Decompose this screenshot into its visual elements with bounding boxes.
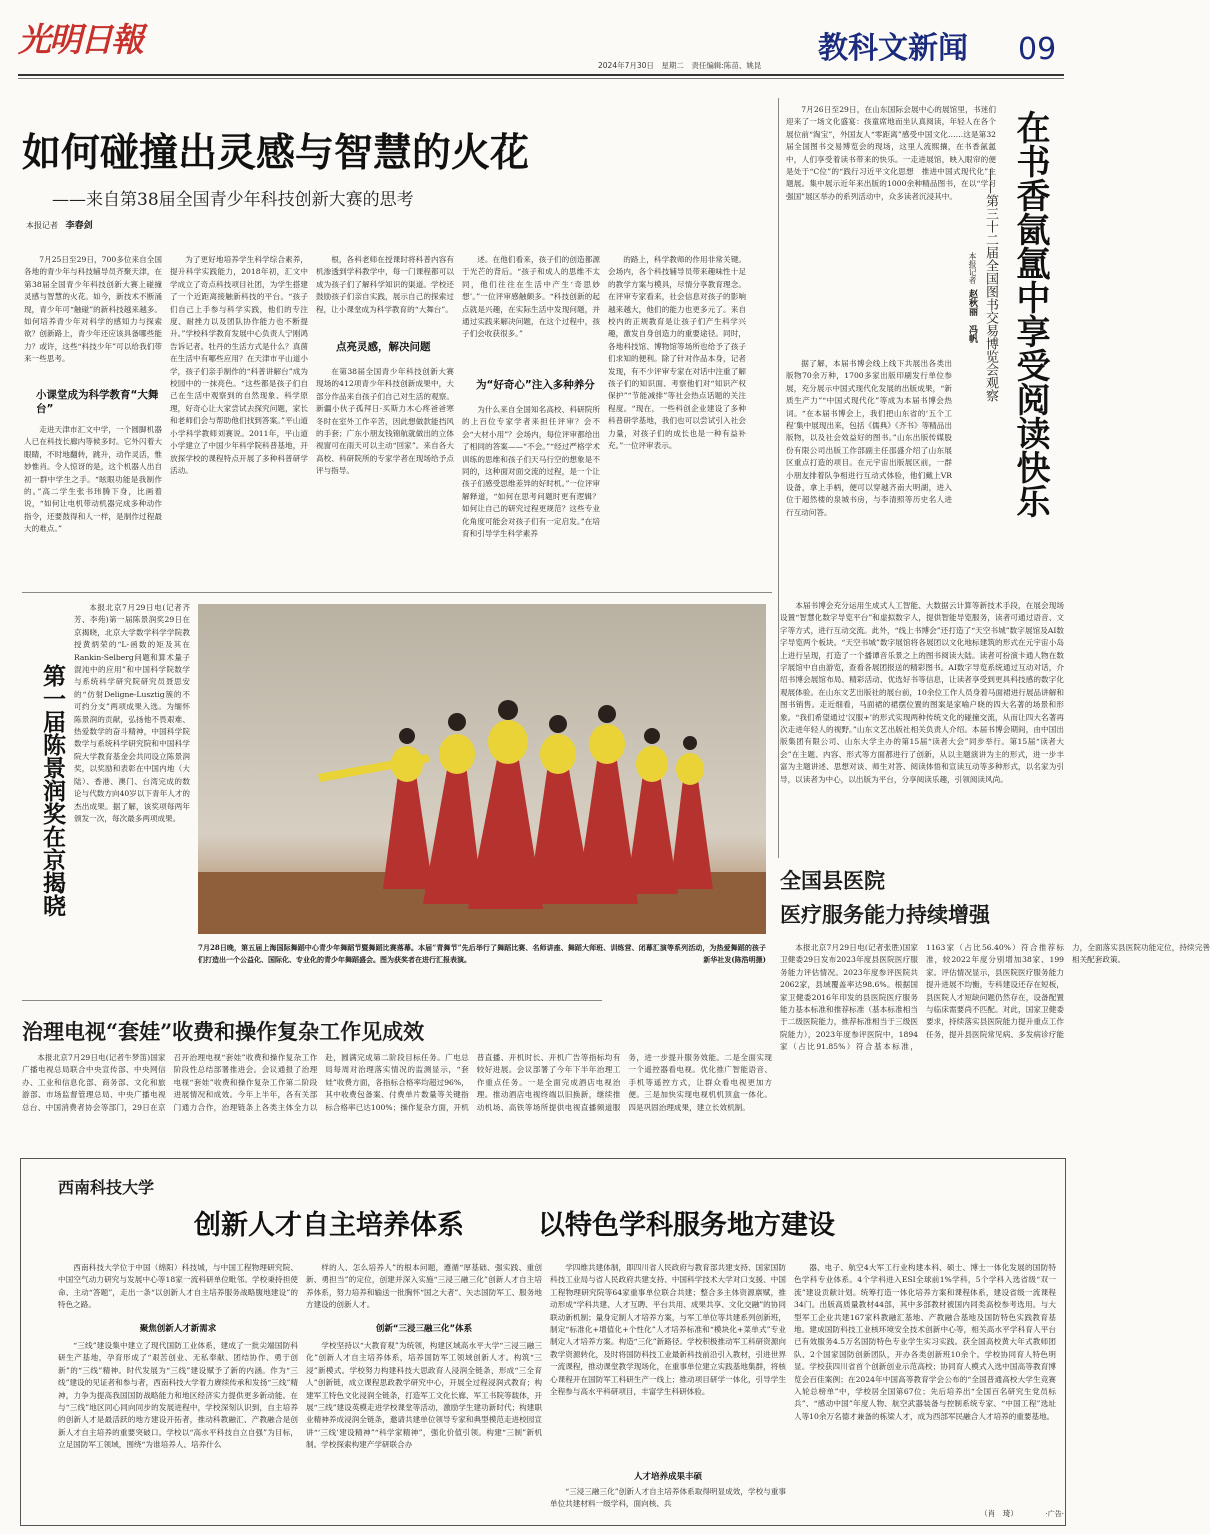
ad-col-2 (306, 1262, 542, 1314)
award-text-p: 本报北京7月29日电(记者齐芳、李苑)第一届陈景润奖29日在京揭晓，北京大学数学科学学院教授黄炳荣的“L-函数的矩及其在Rankin-Selberg问题和算术量子混沌中的应用”和中国科学院数学与系统科学研究院研究员聂思安的“仿射Deligne-Lusztig簇的不可约分支”两项成果入选。为缅怀陈景润的贡献，弘扬他不畏艰难、热爱数学的奋斗精神，中国科学院数学与系统科学研究院和中国科学院大学教育基金会共同设立陈景润奖，以奖励和表彰在中国内地（大陆）、香港、澳门、台湾完成的数论与代数方向40岁以下青年人才的杰出成果。据了解，该奖项每两年颁发一次，每次最多两项成果。 (74, 603, 190, 823)
ad-credit: （肖 琦） (980, 1509, 1018, 1518)
ad-col-2b (306, 1340, 542, 1520)
masthead-logo: 光明日報 (18, 20, 142, 59)
ad-col-3b (550, 1486, 786, 1522)
tv-title: 治理电视“套娃”收费和操作复杂工作见成效 (22, 1019, 425, 1044)
lead-subheading-2: 点亮灵感，解决问题 (336, 341, 431, 353)
ad-col-2b-p: 学校坚持以“大教育观”为统领，构建区域高水平大学“三浸三融三化”创新人才自主培养体系，培养国防军工领域创新人才。构筑“三浸”新模式。学校努力构建科技大思政育人浸润全链条，形成“三全育人”创新链，成立课程思政教学研究中心，开展全过程浸润式教育；构建军工特色文化浸润全链条，打造军工文化长廊、军工书院等载体，开展“三线”建设英模走进学校课堂等活动，激励学生建功新时代；构建职业精神养成浸润全链条，邀请共建单位领导专家和典型模范走进校园宣讲“‘三线’建设精神”“科学家精神”，强化价值引领。构建“三制”新机制。学校探索构建产学研联合办 (306, 1341, 542, 1450)
lead-col-4b (462, 404, 600, 578)
ad-headline-2: 以特色学科服务地方建设 (538, 1210, 835, 1241)
ad-col-4 (794, 1262, 1056, 1508)
lead-col-4b-text: 为什么来自全国知名高校、科研院所的上百位专家学者来担任评审？会不会“大材小用”？会场内，每位评审都给出了相同的答案——“不会。”“经过严格学术训练的思维和孩子们天马行空的想象是不同的，这种面对面交流的过程，是一个让孩子们感受思维差异的好时机。”一位评审解释道，“如何在思考问题时更有逻辑？如何让自己的研究过程更规范？这些专业化角度可能会对孩子们有一定启发。”在培育和引导学生科学素养 (462, 405, 600, 539)
bookfair-text-c (780, 600, 1064, 856)
bookfair-text-b (786, 358, 952, 596)
lead-col-5 (608, 254, 746, 578)
lead-col-3b-text: 在第38届全国青少年科技创新大赛现场的412项青少年科技创新成果中，大部分作品来自孩子们自己对生活的观察。新疆小伙子孤拜日·买斯力木心疼爸爸寒冬时在室外工作辛苦，因此想做款能挡风的手套；广东小朋友钱锦航就做出的立体视窗可在雨天可以主动“回家”。来自各大高校、科研院所的专家学者在现场给予点评与指导。 (316, 367, 454, 476)
date-line: 2024年7月30日 星期二 责任编辑:陈苗、姚昆 (598, 61, 762, 70)
ad-tag: ·广告· (1045, 1510, 1064, 1518)
tv-text-p: 本报北京7月29日电(记者牛梦笛)国家广播电视总局联合中央宣传部、中央网信办、工业和信息化部、商务部、文化和旅游部、市场监督管理总局、中央广播电视总台、中国消费者协会等部门，29日在京召开治理电视“套娃”收费和操作复杂工作阶段性总结部署推进会。会议通报了治理电视“套娃”收费和操作复杂工作第二阶段进展情况和成效。今年上半年，各有关部门通力合作，治理链条上各类主体全力以赴，圆满完成第二阶段目标任务。广电总局每周对治理落实情况的监测显示，“套娃”收费方面，各指标合格率均超过96%，其中收费包备案、付费单片数量等关键指标合格率已达100%；操作复杂方面，开机普直播、开机时长、开机广告等指标均有较好进展。会议部署了今年下半年治理工作重点任务。一是全面完成酒店电视治理。推动酒店电视终端以旧换新，继续推动机场、高铁等场所提供电视直播频道服务，进一步提升服务效能。二是全面实现一个遥控器看电视。优化推广智能语音、手机等遥控方式，让群众看电视更加方便。三是加快实现电视机机顶盒一体化。四是巩固治理成果，建立长效机制。 (22, 1053, 772, 1112)
lead-col-3b (316, 366, 454, 578)
lead-col-1-text: 7月25日至29日，700多位来自全国各地的青少年与科技辅导员齐聚天津，在第38届全国青少年科技创新大赛上碰撞灵感与智慧的火花。如今，新技术不断涌现，青少年可“触碰”的新科技越来越多。如何培养青少年对科学的感知力与探索欲？创新路上，青少年还应该具备哪些能力？或许，这些“科技少年”可以给我们带来一些思考。 (24, 255, 162, 364)
lead-col-3a (316, 254, 454, 332)
lead-col-1 (24, 254, 162, 381)
lead-subtitle: ——来自第38届全国青少年科技创新大赛的思考 (52, 190, 414, 210)
ad-col-1b (58, 1340, 298, 1520)
lead-col-2-text: 为了更好地培养学生科学综合素养，提升科学实践能力，2018年初，汇文中学成立了奇点科技项目社团，为学生搭建了一个近距离接触新科技的平台。“孩子们自己上手参与科学实践，他们的专注度、耐挫力以及团队协作能力也不断提升。”学校科学教育发展中心负责人宁刚鸿告诉记者。牡丹的生活方式是什么？真菌在生活中有哪些应用？在天津市平山道小学，孩子们亲手制作的“科普讲解台”成为校园中的一抹亮色。“这些都是孩子们自己在生活中观察到的自然现象、科学原理，好奇心让大家尝试去探究问题，家长和老师们会与帮助他们找到答案。”平山道小学科学教师刘赛说。2011年，平山道小学建立了中国少年科学院科普基地，开放探学校的课程特点开展了多种科普研学活动。 (170, 255, 308, 475)
lead-col-1b (24, 424, 162, 564)
ad-sub-a: 聚焦创新人才新需求 (139, 1324, 217, 1334)
ad-university: 西南科技大学 (58, 1178, 155, 1197)
hospital-title-1: 全国县医院 (780, 868, 885, 893)
bookfair-byline (958, 252, 978, 422)
lead-byline (26, 220, 93, 232)
lead-title: 如何碰撞出灵感与智慧的火花 (22, 130, 530, 176)
bookfair-text-b-p: 据了解，本届书博会线上线下共展出各类出版物70余万种，1700多家出版印刷发行单位参展，充分展示中国式现代化发展的出版成果，“新质生产力”“中国式现代化”等成为本届书博会热词。“在本届书博会上，我们把山东省的‘五个工程’集中展现出来，包括《儒典》《齐书》等精品出版物，以及社会效益好的图书。”山东出版传媒股份有限公司出版工作部副主任邵盛介绍了山东展区重点打造的项目。在元宇宙出版展区前，一群小朋友排着队争相进行互动式体验，他们戴上VR设备，拿上手柄，便可以穿越齐南大明湖，进入位于超然楼的泉城书房，与李清照等历史名人进行互动问答。 (786, 359, 952, 517)
ad-col-1b-p: “三线”建设集中建立了现代国防工业体系，建成了一批尖端国防科研生产基地，孕育形成了“艰苦创业、无私奉献、团结协作、勇于创新”的“三线”精神。时代发展为“三线”建设赋予了新的内涵。作为“三线”建设的见证者和参与者，西南科技大学着力赓续传承和发扬“三线”精神，力争为提高我国国防战略能力和地区经济实力提供更多新动能。在与“三线”地区同心同向同步的发展进程中，学校深刻认识到，自主培养的创新人才是最活跃的地方建设开拓者，推动科教融汇、产教融合是创新人才自主培养的重要突破口。学校以“高水平科技自立自强”为目标，立足国防军工领域，围绕“为谁培养人、培养什么 (58, 1341, 298, 1450)
ad-col-2-p: 样的人、怎么培养人”的根本问题，遵循“厚基础、强实践、重创新、勇担当”的定位，创建并深入实施“三浸三融三化”创新人才自主培养体系，努力培养和输送一批胸怀“国之大者”、矢志国防军工、服务地方建设的创新人才。 (306, 1263, 542, 1310)
tv-top-rule (22, 1000, 602, 1001)
lead-subheading-1: 小课堂成为科学教育“大舞台” (36, 389, 159, 415)
masthead-rule (18, 74, 1064, 76)
photo-caption-text: 7月28日晚，第五届上海国际舞蹈中心青少年舞蹈节暨舞蹈比赛落幕。本届“青舞节”先后举行了舞蹈比赛、名师讲座、舞蹈大师班、训练营、闭幕汇演等系列活动，为热爱舞蹈的孩子们打造出一个公益化、国际化、专业化的青少年舞蹈盛会。图为获奖者在进行汇报表演。 (198, 943, 766, 964)
bookfair-divider (778, 98, 779, 858)
ad-sub-c: 人才培养成果丰硕 (633, 1472, 702, 1482)
lead-col-5-text: 的路上，科学教师的作用非常关键。会场内，各个科技辅导员带来趣味性十足的教学方案与模具，尽情分享教育理念。在评审专家看来，社会信息对孩子的影响越来越大，他们的能力也更多元了。来自校内的正规教育是让孩子们产生科学兴趣，激发自身创造力的重要途径。同时，各地科技馆、博物馆等场所也给予了孩子们求知的便利。除了针对作品本身，记者发现，有不少评审专家在对话中注重了解孩子们的知识面、考察他们对“知识产权保护”“节能减排”等社会热点话题的关注程度。“现在，一些科创企业建设了多种科普研学基地，我们也可以尝试引入社会力量，对孩子们的成长也是一种有益补充。”一位评审表示。 (608, 255, 746, 451)
award-text (74, 602, 190, 972)
ad-col-1-p: 西南科技大学位于中国（绵阳）科技城，与中国工程物理研究院、中国空气动力研究与发展中心等18家一流科研单位毗邻。学校秉持担使命、主动“答题”，走出一条“以创新人才自主培养服务战略腹地建设”的特色之路。 (58, 1263, 298, 1310)
ad-col-1 (58, 1262, 298, 1314)
lead-byline-label: 本报记者 (26, 221, 58, 230)
lead-subheading-3: 为“好奇心”注入多种养分 (476, 379, 595, 391)
photo-credit: 新华社发(陈浩明摄) (703, 955, 766, 964)
tv-text (22, 1052, 772, 1150)
bookfair-text-a-p: 7月26日至29日，在山东国际会展中心的展馆里，书迷们迎来了一场文化盛宴：孩童席地而坐认真阅读，年轻人在各个展位前“淘宝”，外国友人“零距离”感受中国文化……这是第32届全国图书交易博览会的现场，这里人流熙攘，在书香氤氲中，人们享受着读书带来的快乐。一走进展馆，映入眼帘的便是处于“C位”的“践行习近平文化思想 推进中国式现代化”主题展。集中展示近年来出版的1000余种精品图书，在以“学习强国”展区举办的系列活动中，众多读者沉浸其中。 (786, 105, 996, 201)
photo-caption (198, 942, 766, 966)
section-name: 教科文新闻 (818, 31, 968, 66)
ad-col-3b-p: “三浸三融三化”创新人才自主培养体系取得明显成效，学校与重事单位共建材料一级学科，面向核、兵 (550, 1487, 786, 1509)
hospital-text (780, 942, 1210, 1066)
lead-col-3a-text: 根，各科老师在授课时将科普内容有机渗透到学科教学中，每一门课程都可以成为孩子们了解科学知识的渠道。学校还鼓励孩子们亲自实践，展示自己的探索过程，让小课堂成为科学教育的“大舞台”。 (316, 255, 454, 314)
bookfair-text-c-p: 本届书博会充分运用生成式人工智能、大数据云计算等新技术手段，在展会现场设置“智慧化数字导览平台”和虚拟数字人，提供智能导览服务，读者可通过语音、文字等方式，进行互动交流。此外，“线上书博会”还打造了“天空书城”数字展馆及AI数字导览两个板块。“天空书城”数字展馆将各展团以文化地标建筑的形式在元宇宙小岛上进行呈现，打造了一个播谭音乐景之上的图书阅读大陆。读者可扮演卡通人物在数字展馆中自由游览，查看各展团报送的精彩图书。AI数字导览系统通过互动对话，介绍书博会展馆布局、精彩活动、优选好书等信息，让读者享受到更具科技感的数字化观展体验。在山东文艺出版社的展台前，10余位工作人员身着马面裙进行展品讲解和图书销售。走近细看，马面裙的裙摆位置的图案是家喻户晓的四大名著的场景和形象。“我们希望通过‘汉服+’的形式实现两种传统文化的碰撞交流，从而让四大名著再次走进年轻人的视野。”山东文艺出版社相关负责人介绍。本届书博会期间，由中国出版集团有限公司、山东大学主办的第15届“读者大会”同步举行。第15届“读者大会”在主题、内容、形式等方面都进行了创新，从以主题演讲为主的形式，进一步丰富为主题讲述、思想对谈、师生对答、阅读体悟和宣读互动等多种形式，以名家为引导，以读者为中心，以出版为平台，分享阅读乐趣，引领阅读风尚。 (780, 601, 1064, 784)
bookfair-byline-name: 赵秋丽 冯帆 (967, 289, 977, 344)
ad-col-4-p: 器、电子、航空4大军工行业构建本科、硕士、博士一体化发展的国防特色学科专业体系。4个学科进入ESI全球前1%学科，5个学科入选省级“双一流”建设贡献计划。统筹打造一体化培养方案和课程体系，建设省级一流课程34门。出版高质量教材44部，其中多部教材被国内同类高校参考选用。与大型军工企业共建167家科教融汇基地、产教融合基地及国防特色实践教育基地。建成国防科技工业核环境安全技术创新中心等，相关高水平学科育人平台已有效服务4.5万名国防特色专业学生实习实践。获全国高校黄大年式教师团队、2个国家国防创新团队，开办各类创新班10余个。学校协同育人特色明显。学校获四川省首个创新创业示范高校；协同育人模式入选中国高等教育博览会百佳案例；在2024年中国高等教育学会公布的“全国普通高校大学生竞赛入轮总榜单”中，学校居全国第67位；先后培养出“全国百名研究生党员标兵”、“感动中国”年度人物、航空武器装备与控制系统专家、“中国工程”选址人等10余万名德才兼备的栋梁人才，成为西部军民融合人才培养的重要基地。 (794, 1263, 1056, 1421)
lead-col-4a-text: 述。在他们看来，孩子们的创造都源于光芒的背后。“孩子和成人的思维不太同，他们往往在生活中产生‘奇思妙想’。”一位评审感触颇多。“科技创新的起点就是兴趣，在实际生活中发现问题，并通过实践来解决问题，在这个过程中，孩子们会收获很多。” (462, 255, 600, 339)
ad-sub-b: 创新“三浸三融三化”体系 (375, 1324, 473, 1334)
ad-col-3 (550, 1262, 786, 1466)
ad-headline-1: 创新人才自主培养体系 (194, 1210, 464, 1241)
award-title: 第一届陈景润奖在京揭晓 (39, 664, 66, 917)
award-top-rule (22, 592, 772, 593)
lead-byline-name: 李春剑 (65, 221, 93, 231)
dance-photo (198, 604, 766, 934)
bookfair-subtitle: ——第三十二届全国图书交易博览会观察 (983, 168, 998, 402)
bookfair-title: 在书香氤氲中享受阅读快乐 (1010, 110, 1050, 518)
hospital-title-2: 医疗服务能力持续增强 (780, 902, 990, 927)
lead-col-2 (170, 254, 308, 578)
masthead-rule-thin (18, 78, 1064, 79)
page-number: 09 (1018, 32, 1057, 67)
bookfair-byline-label: 本报记者 (968, 252, 977, 284)
lead-col-4a (462, 254, 600, 364)
ad-col-3-p: 学四维共建体制，即四川省人民政府与教育部共建支持、国家国防科技工业局与省人民政府共建支持、中国科学技术大学对口支援、中国工程物理研究院等64家重事单位联合共建；整合多主体资源禀赋，推动形成“学科共建、人才互聘、平台共用、成果共享、文化交融”的协同联动新机制；量身定制人才培养方案，与军工单位等共建系列创新班，制定“标准化+增值化+个性化”人才培养标准和“模块化+菜单式”专业制定人才培养方案。构造“三化”新路径。学校积极推动军工科研资源向教学资源转化，及时将国防科技工业最新科技前沿引入教材，引进世界一流课程，推动课堂教学现场化，在重事单位建立实践基地集群，将核心课程开在国防军工科研生产一线上；推动项目研学一体化，引导学生全程参与高水平科研项目，丰富学生科研体验。 (550, 1263, 786, 1397)
lead-col-1b-text: 走进天津市汇文中学，一个圆脚机器人已在科技长廊内等候多时。它外闪着大眼睛，不时地翻转，跳升，动作灵活，惟妙惟肖。令人惊讶的是，这个机器人出自初一群中学生之手。“眩眼功能是我制作的。”高二学生张书玮腾下身，比画着说，“如何让电机带动机器完成多种动作指令，还要鼓得和人一样，是制作过程最大的难点。” (24, 425, 162, 534)
hospital-text-p: 本报北京7月29日电(记者张胜)国家卫健委29日发布2023年度县医院医疗服务能力评估情况。2023年度参评医院共2062家，县域覆盖率达98.6%。根据国家卫健委2016年印发的县医院医疗服务能力基本标准和推荐标准（基本标准相当于二级医院能力，推荐标准相当于三级医院能力），2023年度参评医院中，1894家（占比91.85%）符合基本标准，1163家（占比56.40%）符合推荐标准，较2022年度分别增加38家、199家。评估情况显示，县医院医疗服务能力提升进展不均衡，专科建设还存在短板，县医院人才短缺问题仍然存在，设备配置与临床需要尚不匹配。对此，国家卫健委要求，持续落实县医院能力提升重点工作任务，提升县医院常见病、多发病诊疗能力，全面落实县医院功能定位，持续完善相关配套政策。 (780, 943, 1210, 1052)
